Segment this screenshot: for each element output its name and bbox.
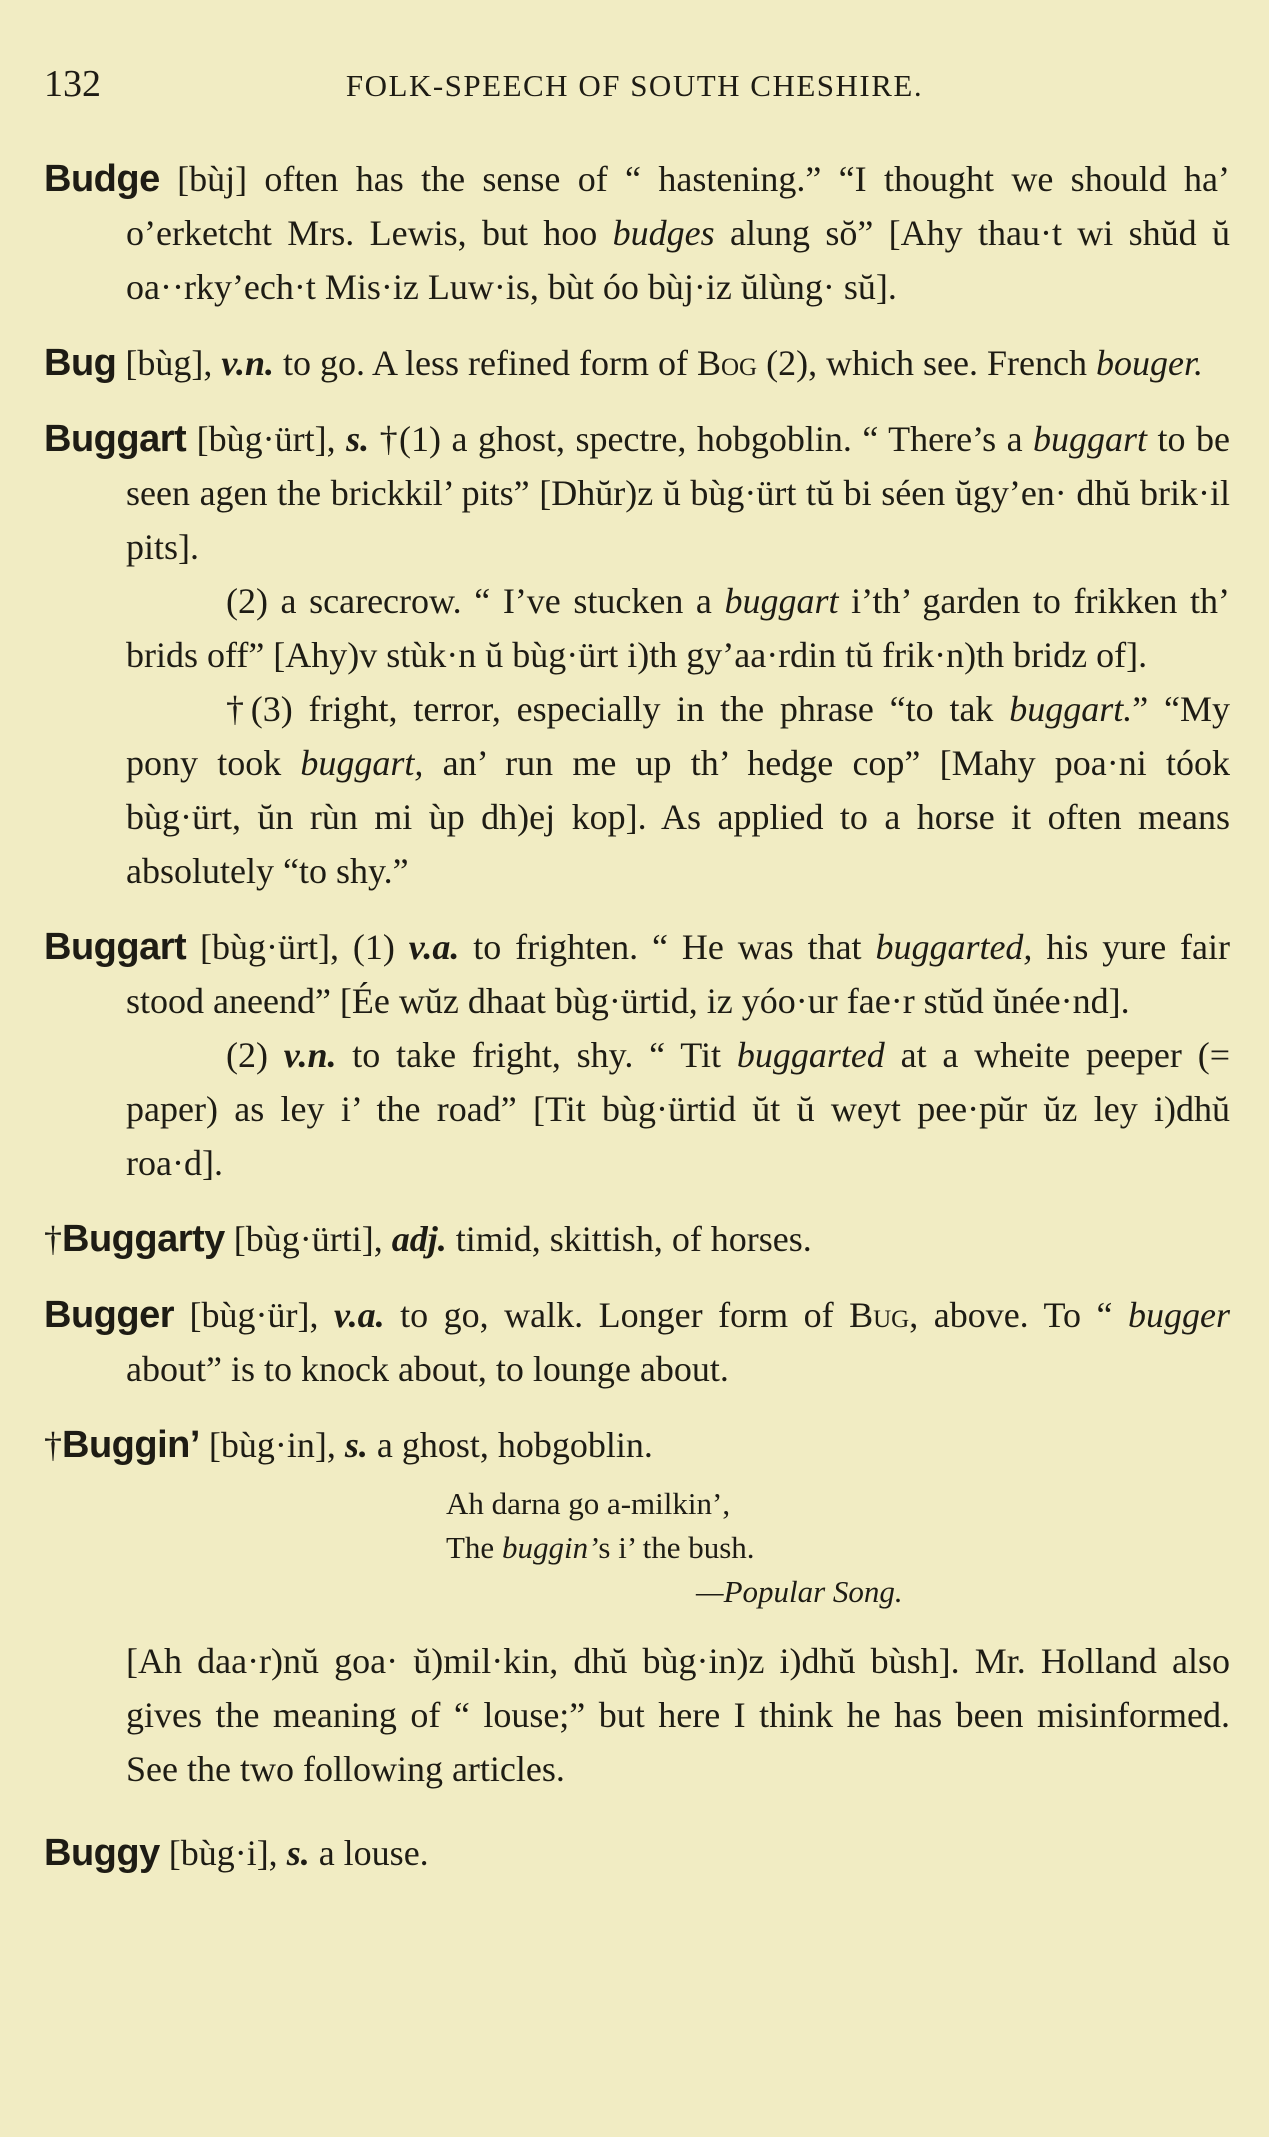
dagger-mark: † xyxy=(44,1219,62,1259)
entry-buggart-noun xyxy=(44,412,1230,898)
sense-1 xyxy=(44,412,1230,574)
headword: Bugger xyxy=(44,1294,174,1336)
definition-text: (2), which see. French xyxy=(757,343,1096,383)
definition-text: to go. A less refined form of xyxy=(274,343,697,383)
part-of-speech: v.a. xyxy=(333,1295,385,1335)
entry-buggart-verb xyxy=(44,920,1230,1190)
italic-example: bouger. xyxy=(1095,343,1203,383)
definition-text: about” is to knock about, to lounge about. xyxy=(126,1349,729,1389)
headword: Budge xyxy=(44,158,160,200)
definition-text: at a wheite peeper (= paper) as ley i’ the road” [Tit bùg·ürtid ŭt ŭ weyt pee·pŭr ŭz ley i)dhŭ roa·d]. xyxy=(126,1035,1230,1183)
definition-text: [bùj] often has the sense of “ hastening.” “I thought we should ha’ o’erketcht Mrs. Lewis, but hoo xyxy=(126,159,1231,253)
part-of-speech: s. xyxy=(346,419,370,459)
verse-source: —Popular Song. xyxy=(696,1574,903,1609)
pronunciation: [bùg·ürti], xyxy=(224,1219,392,1259)
definition-text: to take fright, shy. “ Tit xyxy=(336,1035,737,1075)
headword: Buggin’ xyxy=(62,1424,200,1466)
definition-text: an’ run me up th’ hedge cop” [Mahy poa·ni tóok bùg·ürt, ŭn rùn mi ùp dh)ej kop]. As applied to a horse it often means absolutely “to shy.” xyxy=(126,743,1230,891)
pronunciation: [bùg·ürt], (1) xyxy=(186,927,409,967)
italic-example: buggin’ xyxy=(501,1530,599,1565)
definition-text: to frighten. “ He was that xyxy=(459,927,876,967)
definition-text: to be seen agen the brickkil’ pits” [Dhŭr)z ŭ bùg·ürt tŭ bi séen ŭgy’en· dhŭ brik·il pits]. xyxy=(126,419,1230,567)
sense-2 xyxy=(44,574,1230,682)
italic-example: buggarted xyxy=(736,1035,885,1075)
italic-example: budges xyxy=(612,213,715,253)
verse-text: The xyxy=(446,1530,502,1565)
sense-3 xyxy=(44,682,1230,898)
verse-quotation xyxy=(44,1482,1230,1614)
part-of-speech: s. xyxy=(344,1425,368,1465)
italic-example: buggart xyxy=(724,581,839,621)
definition-text: †(1) a ghost, spectre, hobgoblin. “ There’s a xyxy=(369,419,1034,459)
definition-text: timid, skittish, of horses. xyxy=(446,1219,812,1259)
definition-text: a ghost, hobgoblin. xyxy=(367,1425,653,1465)
definition-continuation: [Ah daa·r)nŭ goa· ŭ)mil·kin, dhŭ bùg·in)z i)dhŭ bùsh]. Mr. Holland also gives the meaning of “ louse;” but here I think he has been misinformed. See the two following articles. xyxy=(126,1641,1230,1789)
definition-text: (2) xyxy=(226,1035,284,1075)
headword: Buggart xyxy=(44,418,187,460)
headword: Bug xyxy=(44,342,117,384)
page-body xyxy=(44,152,1230,1902)
definition-text: alung sŏ” [Ahy thau·t wi shŭd ŭ oa··rky’ech·t Mis·iz Luw·is, bùt óo bùj·iz ŭlùng· sŭ]. xyxy=(126,213,1231,307)
sense-2 xyxy=(44,1028,1230,1190)
entry-budge xyxy=(44,152,1230,314)
sense-1 xyxy=(44,920,1230,1028)
italic-example: bugger xyxy=(1128,1295,1231,1335)
definition-text: (2) a scarecrow. “ I’ve stucken a xyxy=(226,581,725,621)
part-of-speech: v.n. xyxy=(221,343,275,383)
entry-bugger xyxy=(44,1288,1230,1396)
definition-text: i’th’ garden to frikken th’ brids off” [Ahy)v stùk·n ŭ bùg·ürt i)th gy’aa·rdin tŭ frik·n)th bridz of]. xyxy=(126,581,1230,675)
cross-reference: Bog xyxy=(696,343,758,383)
pronunciation: [bùg·ür], xyxy=(174,1295,334,1335)
italic-example: buggart, xyxy=(300,743,424,783)
italic-example: buggarted, xyxy=(875,927,1033,967)
headword: Buggy xyxy=(44,1832,160,1874)
entry-buggin-head xyxy=(44,1418,1230,1472)
pronunciation: [bùg·i], xyxy=(159,1833,287,1873)
definition-text: to go, walk. Longer form of xyxy=(384,1295,850,1335)
verse-line xyxy=(446,1526,1230,1570)
pronunciation: [bùg·in], xyxy=(199,1425,345,1465)
pronunciation: [bùg·ürt], xyxy=(186,419,347,459)
verse-text: s i’ the bush. xyxy=(598,1530,755,1565)
pronunciation: [bùg], xyxy=(116,343,222,383)
definition-text: †(3) fright, terror, especially in the phrase “to tak xyxy=(226,689,1010,729)
running-head xyxy=(0,62,1269,112)
part-of-speech: v.n. xyxy=(283,1035,337,1075)
italic-example: buggart. xyxy=(1009,689,1133,729)
part-of-speech: s. xyxy=(286,1833,310,1873)
headword: Buggarty xyxy=(62,1218,225,1260)
italic-example: buggart xyxy=(1033,419,1148,459)
definition-text: , above. To “ xyxy=(909,1295,1129,1335)
part-of-speech: v.a. xyxy=(408,927,460,967)
definition-text: a louse. xyxy=(309,1833,429,1873)
entry-buggin xyxy=(44,1418,1230,1796)
definition-text: his yure fair stood aneend” [Ée wŭz dhaat bùg·ürtid, iz yóo·ur fae·r stŭd ŭnée·nd]. xyxy=(126,927,1231,1021)
headword: Buggart xyxy=(44,926,187,968)
running-title: FOLK-SPEECH OF SOUTH CHESHIRE. xyxy=(345,68,924,103)
verse-line: Ah darna go a-milkin’, xyxy=(446,1486,731,1521)
dagger-mark: † xyxy=(44,1425,62,1465)
entry-bug xyxy=(44,336,1230,390)
cross-reference: Bug xyxy=(849,1295,910,1335)
entry-buggarty xyxy=(44,1212,1230,1266)
entry-buggy xyxy=(44,1826,1230,1880)
page-number: 132 xyxy=(44,63,101,105)
part-of-speech: adj. xyxy=(391,1219,447,1259)
definition-text: ” “My pony took xyxy=(126,689,1230,783)
